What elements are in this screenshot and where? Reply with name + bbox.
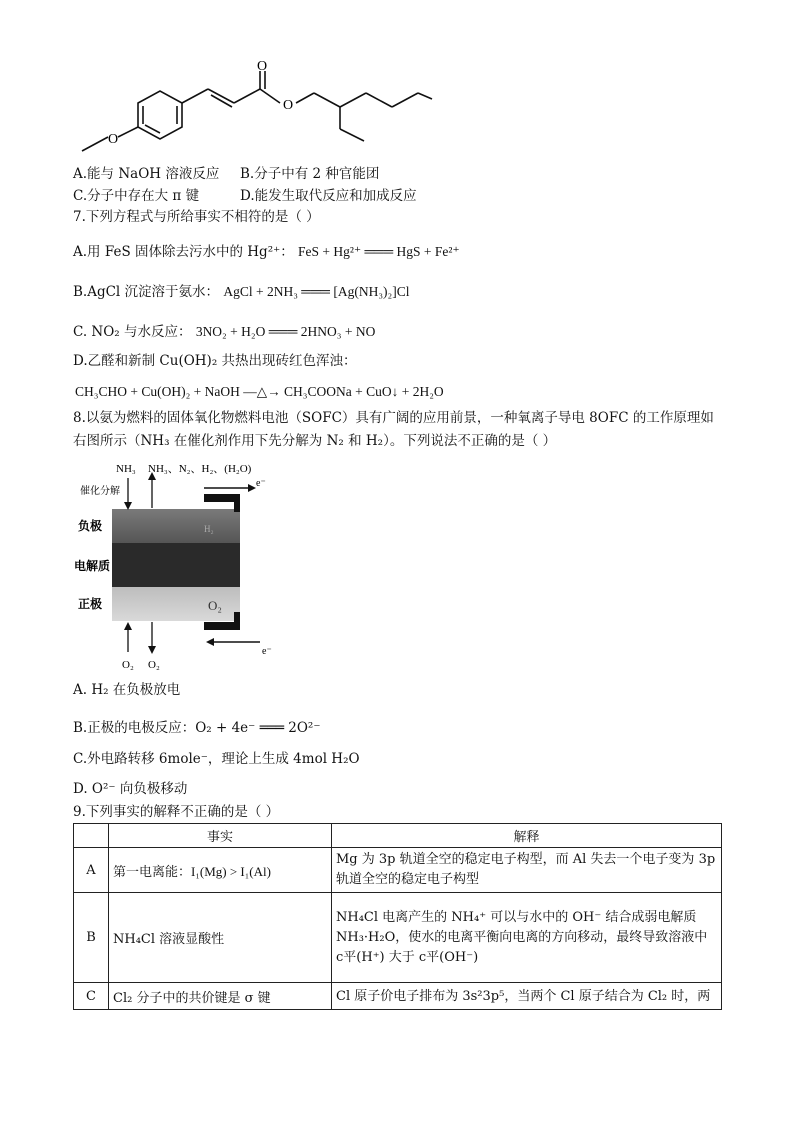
table-header-blank [74,824,109,848]
q7-stem: 7.下列方程式与所给事实不相符的是（ ） [73,209,320,225]
label-electrolyte: 电解质 [74,559,111,573]
q9-table [73,823,722,1010]
row-label: A [74,848,109,893]
svg-text:O: O [282,98,294,113]
table-row [74,848,722,893]
row-fact: NH₄Cl 溶液显酸性 [109,893,332,983]
q8-stem-line1: 8.以氨为燃料的固体氧化物燃料电池（SOFC）具有广阔的应用前景，一种氧离子导电 8OFC 的工作原理如 [73,410,714,426]
label-electron-top: e⁻ [256,478,266,489]
q9-stem: 9.下列事实的解释不正确的是（ ） [73,804,280,820]
anode-layer [112,509,240,543]
label-h2-mark: H₂ [204,524,214,534]
electrolyte-layer [112,543,240,587]
row-explanation: Mg 为 3p 轨道全空的稳定电子构型，而 Al 失去一个电子变为 3p 轨道全空的稳定电子构型 [332,848,722,893]
q6-option-d: D.能发生取代反应和加成反应 [240,188,417,204]
table-header-fact: 事实 [109,824,332,848]
label-electron-bottom: e⁻ [262,646,272,657]
row-label: C [74,983,109,1010]
q8-option-b: B.正极的电极反应：O₂ + 4e⁻ ═══ 2O²⁻ [73,720,321,736]
table-header-row [74,824,722,848]
label-anode: 负极 [78,519,103,533]
label-o2-in: O₂ [122,659,134,671]
label-o2-mark: O₂ [208,598,222,613]
row-fact: 第一电离能：I₁(Mg) > I₁(Al) [109,848,332,893]
row-fact: Cl₂ 分子中的共价键是 σ 键 [109,983,332,1010]
q7-option-c: C. NO₂ 与水反应： 3NO₂ + H₂O ═══ 2HNO₃ + NO [73,324,376,340]
row-explanation: Cl 原子价电子排布为 3s²3p⁵，当两个 Cl 原子结合为 Cl₂ 时，两 [332,983,722,1010]
row-label: B [74,893,109,983]
label-outlet-gases: NH₃、N₂、H₂、(H₂O) [148,463,252,475]
q6-option-b: B.分子中有 2 种官能团 [240,166,380,182]
molecule-structure [70,55,450,160]
svg-text:O: O [256,59,268,74]
q8-option-d: D. O²⁻ 向负极移动 [73,781,188,797]
q8-stem-line2: 右图所示（NH₃ 在催化剂作用下先分解为 N₂ 和 H₂）。下列说法不正确的是（ ） [73,433,557,449]
q7-option-d-label: D.乙醛和新制 Cu(OH)₂ 共热出现砖红色浑浊： [73,353,357,369]
q7-option-b: B.AgCl 沉淀溶于氨水： AgCl + 2NH₃ ═══ [Ag(NH₃)₂]Cl [73,284,410,300]
label-o2-out: O₂ [148,659,160,671]
q8-option-a: A. H₂ 在负极放电 [73,682,181,698]
svg-text:O: O [107,132,119,147]
table-header-explanation: 解释 [332,824,722,848]
q6-option-a: A.能与 NaOH 溶液反应 [73,166,220,182]
q7-option-d-equation: CH₃CHO + Cu(OH)₂ + NaOH —△→ CH₃COONa + CuO↓ + 2H₂O [75,384,444,399]
label-nh3-in: NH₃ [116,463,136,475]
label-cathode: 正极 [78,597,103,611]
q6-option-c: C.分子中存在大 π 键 [73,188,200,204]
q7-option-a: A.用 FeS 固体除去污水中的 Hg²⁺： FeS + Hg²⁺ ═══ HgS + Fe²⁺ [73,244,460,260]
row-explanation: NH₄Cl 电离产生的 NH₄⁺ 可以与水中的 OH⁻ 结合成弱电解质 NH₃·H₂O，使水的电离平衡向电离的方向移动，最终导致溶液中 c平(H⁺) 大于 c平(OH⁻) [332,893,722,983]
q8-option-c: C.外电路转移 6mole⁻，理论上生成 4mol H₂O [73,751,360,767]
fuel-cell-diagram [72,456,292,676]
table-row [74,983,722,1010]
table-row [74,893,722,983]
label-catalysis: 催化分解 [80,486,120,497]
